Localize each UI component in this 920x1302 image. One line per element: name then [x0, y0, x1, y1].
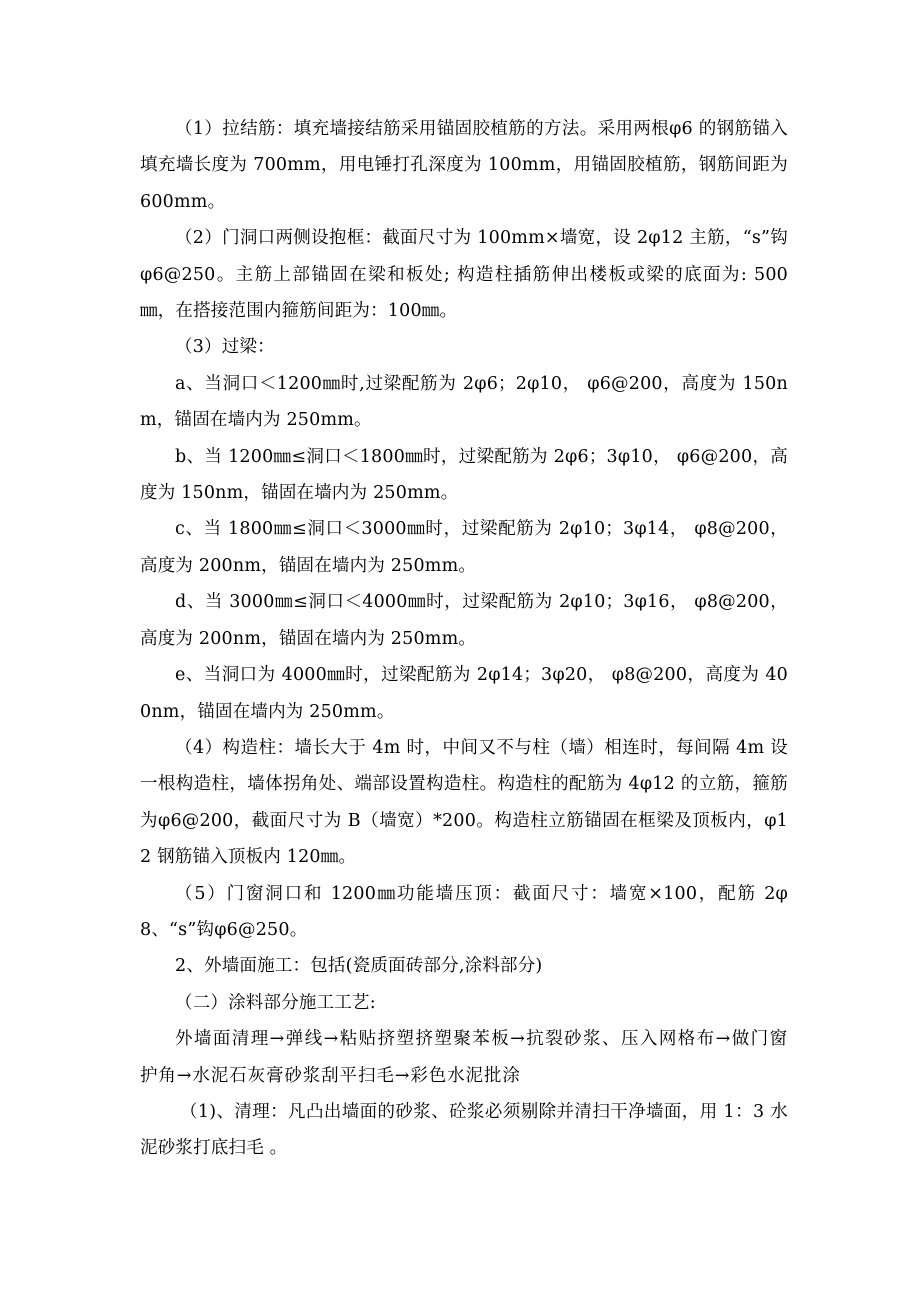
paragraph-door-frame: （2）门洞口两侧设抱框：截面尺寸为 100mm×墙宽，设 2φ12 主筋，“s”钩φ6@250。主筋上部锚固在梁和板处; 构造柱插筋伸出楼板或梁的底面为: 500 ㎜，在搭接范围内箍筋间距为：100㎜。	[140, 228, 788, 322]
paragraph-coping: （5）门窗洞口和 1200㎜功能墙压顶：截面尺寸：墙宽×100，配筋 2φ8、“s”钩φ6@250。	[140, 883, 788, 940]
paragraph-exterior-wall: 2、外墙面施工：包括(瓷质面砖部分,涂料部分)	[175, 956, 543, 977]
paragraph-lintel-c: c、当 1800㎜≤洞口＜3000㎜时，过梁配筋为 2φ10；3φ14， φ8@200，高度为 200nm，锚固在墙内为 250mm。	[140, 519, 788, 576]
paragraph-lintel-b: b、当 1200㎜≤洞口＜1800㎜时，过梁配筋为 2φ6；3φ10， φ6@200，高度为 150nm，锚固在墙内为 250mm。	[140, 446, 788, 504]
paragraph-tie-bars: （1）拉结筋：填充墙接结筋采用锚固胶植筋的方法。采用两根φ6 的钢筋锚入填充墙长度为 700mm，用电锤打孔深度为 100mm，用锚固胶植筋，钢筋间距为 600mm。	[140, 119, 788, 212]
paragraph-lintel-a: a、当洞口＜1200㎜时,过梁配筋为 2φ6；2φ10， φ6@200，高度为 150nm，锚固在墙内为 250mm。	[140, 373, 788, 431]
paragraph-lintel-d: d、当 3000㎜≤洞口＜4000㎜时，过梁配筋为 2φ10；3φ16， φ8@200，高度为 200nm，锚固在墙内为 250mm。	[140, 592, 788, 649]
paragraph-lintel-heading: （3）过梁：	[175, 337, 275, 358]
document-body	[140, 111, 788, 1167]
paragraph-process-flow: 外墙面清理→弹线→粘贴挤塑挤塑聚苯板→抗裂砂浆、压入网格布→做门窗护角→水泥石灰膏砂浆刮平扫毛→彩色水泥批涂	[140, 1029, 788, 1086]
paragraph-cleaning: （1)、清理：凡凸出墙面的砂浆、砼浆必须剔除并清扫干净墙面，用 1：3 水泥砂浆打底扫毛 。	[140, 1101, 788, 1159]
paragraph-coating-heading: （二）涂料部分施工工艺:	[175, 992, 376, 1013]
paragraph-lintel-e: e、当洞口为 4000㎜时，过梁配筋为 2φ14；3φ20， φ8@200，高度为 400nm，锚固在墙内为 250mm。	[140, 665, 788, 722]
paragraph-structural-column: （4）构造柱：墙长大于 4m 时，中间又不与柱（墙）相连时，每间隔 4m 设一根构造柱，墙体拐角处、端部设置构造柱。构造柱的配筋为 4φ12 的立筋，箍筋为φ6@200，截面尺寸为 B（墙宽）*200。构造柱立筋锚固在框梁及顶板内，φ12 钢筋锚入顶板内 120㎜。	[140, 737, 788, 868]
